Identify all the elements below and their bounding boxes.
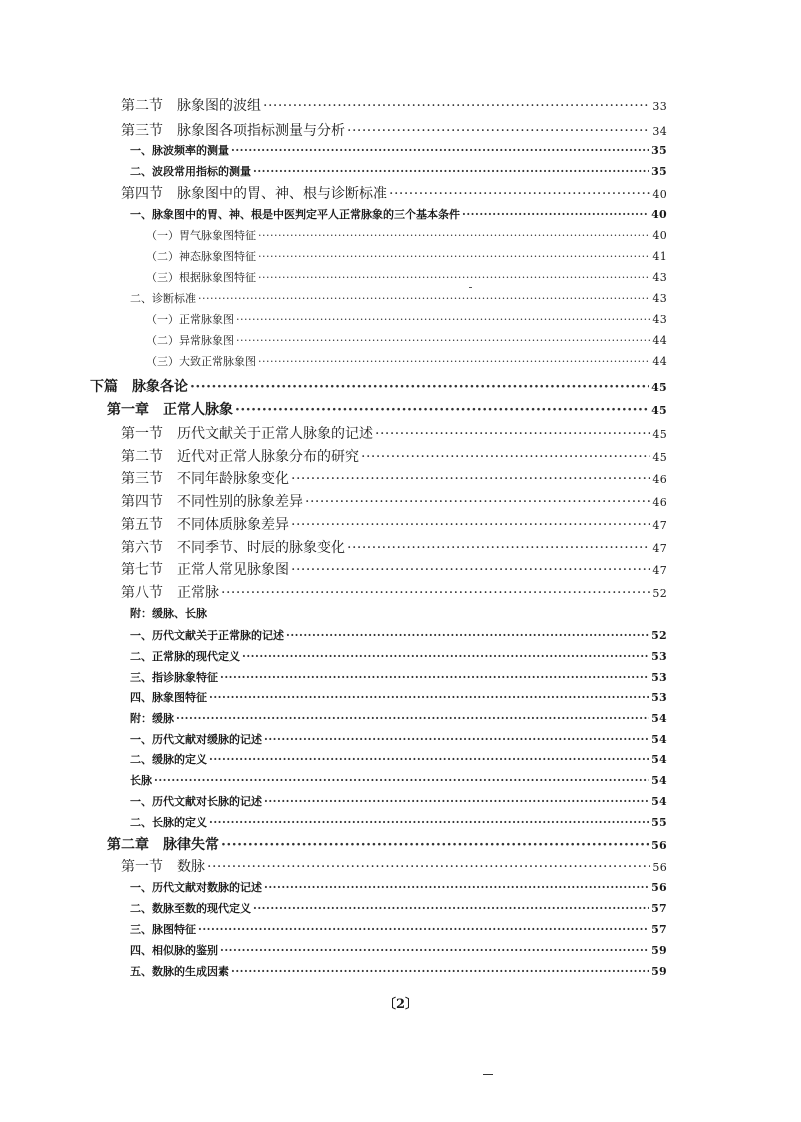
- dot-leader: [209, 691, 649, 704]
- toc-entry-label: 第三节 不同年龄脉象变化: [121, 471, 289, 487]
- toc-entry: [130, 793, 667, 809]
- toc-entry-label: （三）根据脉象图特征: [146, 271, 256, 284]
- toc-entry-page: 43: [652, 313, 667, 326]
- toc-entry-label: 第一节 数脉: [121, 859, 205, 875]
- toc-entry-page: 46: [652, 496, 667, 509]
- toc-entry: [130, 710, 667, 726]
- dot-leader: [291, 517, 650, 533]
- dot-leader: [253, 165, 649, 178]
- dot-leader: [236, 313, 650, 326]
- toc-entry-page: 54: [651, 712, 667, 725]
- toc-entry: [130, 142, 667, 158]
- toc-entry-page: 54: [651, 753, 667, 766]
- dot-leader: [361, 449, 650, 465]
- toc-entry-page: 46: [652, 473, 667, 486]
- dot-leader: [258, 229, 650, 242]
- toc-entry-page: 52: [652, 587, 667, 600]
- toc-entry: [130, 648, 667, 664]
- toc-entry-label: 一、历代文献对缓脉的记述: [130, 733, 262, 746]
- toc-entry-label: 长脉: [130, 774, 152, 787]
- toc-entry-label: 一、历代文献关于正常脉的记述: [130, 629, 284, 642]
- dot-leader: [291, 562, 650, 578]
- dot-leader: [231, 144, 649, 157]
- toc-entry: [130, 814, 667, 830]
- toc-entry-label: 第三节 脉象图各项指标测量与分析: [121, 123, 345, 139]
- toc-entry: [130, 627, 667, 643]
- dot-leader: [264, 795, 649, 808]
- dot-leader: [263, 98, 650, 114]
- toc-entry: [121, 120, 667, 140]
- dot-leader: [258, 355, 650, 368]
- dot-leader: [220, 944, 649, 957]
- toc-note: [130, 605, 207, 621]
- toc-entry-page: 57: [651, 902, 667, 915]
- toc-entry-page: 55: [651, 816, 667, 829]
- toc-entry: [121, 514, 667, 534]
- toc-entry-page: 41: [652, 250, 667, 263]
- toc-entry-page: 40: [651, 208, 667, 221]
- toc-entry-page: 59: [651, 944, 667, 957]
- toc-entry-label: 第六节 不同季节、时辰的脉象变化: [121, 540, 345, 556]
- dot-leader: [220, 671, 649, 684]
- dot-leader: [198, 923, 649, 936]
- toc-entry-page: 52: [651, 629, 667, 642]
- toc-entry-label: 四、相似脉的鉴别: [130, 944, 218, 957]
- toc-entry-label: 一、历代文献对数脉的记述: [130, 881, 262, 894]
- toc-entry-label: 一、脉象图中的胃、神、根是中医判定平人正常脉象的三个基本条件: [130, 208, 460, 221]
- dot-leader: [264, 733, 649, 746]
- toc-entry-label: （二）神态脉象图特征: [146, 250, 256, 263]
- toc-entry-page: 35: [651, 144, 667, 157]
- toc-entry: [130, 669, 667, 685]
- toc-entry: [130, 751, 667, 767]
- toc-entry-label: 二、波段常用指标的测量: [130, 165, 251, 178]
- toc-entry-page: 57: [651, 923, 667, 936]
- dot-leader: [258, 250, 650, 263]
- toc-entry: [130, 963, 667, 979]
- toc-entry-label: 二、长脉的定义: [130, 816, 207, 829]
- dot-leader: [347, 540, 650, 556]
- toc-entry-page: 59: [651, 965, 667, 978]
- toc-entry: [121, 446, 667, 466]
- toc-entry: [121, 856, 667, 876]
- toc-entry: [130, 731, 667, 747]
- toc-entry-label: 第四节 脉象图中的胃、神、根与诊断标准: [121, 186, 387, 202]
- toc-entry-page: 40: [652, 229, 667, 242]
- toc-entry-label: 第七节 正常人常见脉象图: [121, 562, 289, 578]
- toc-entry: [121, 423, 667, 443]
- dot-leader: [176, 712, 649, 725]
- toc-entry: [121, 183, 667, 203]
- toc-entry: [146, 269, 667, 285]
- toc-entry-page: 45: [652, 428, 667, 441]
- page-number: 〔2〕: [382, 997, 419, 1012]
- toc-entry-page: 45: [651, 404, 667, 417]
- dot-leader: [221, 837, 649, 853]
- toc-entry-page: 56: [651, 881, 667, 894]
- toc-entry-label: 第二章 脉律失常: [107, 837, 219, 853]
- toc-entry: [146, 248, 667, 264]
- toc-entry: [146, 332, 667, 348]
- toc-entry-label: 三、脉图特征: [130, 923, 196, 936]
- toc-entry-label: （一）胃气脉象图特征: [146, 229, 256, 242]
- toc-entry-page: 54: [651, 795, 667, 808]
- dot-leader: [347, 123, 650, 139]
- toc-entry-page: 45: [651, 381, 667, 394]
- toc-entry-page: 35: [651, 165, 667, 178]
- dot-leader: [389, 186, 650, 202]
- toc-entry: [130, 942, 667, 958]
- toc-entry-label: 附：缓脉: [130, 712, 174, 725]
- dot-leader: [221, 585, 650, 601]
- toc-entry-label: （一）正常脉象图: [146, 313, 234, 326]
- toc-entry-page: 54: [651, 733, 667, 746]
- toc-entry-page: 47: [652, 519, 667, 532]
- toc-entry: [146, 311, 667, 327]
- dot-leader: [462, 208, 649, 221]
- toc-entry-page: 53: [651, 650, 667, 663]
- toc-entry-label: 三、指诊脉象特征: [130, 671, 218, 684]
- dot-leader: [242, 650, 649, 663]
- toc-entry-label: 二、缓脉的定义: [130, 753, 207, 766]
- dot-leader: [231, 965, 649, 978]
- dot-leader: [264, 881, 649, 894]
- toc-entry-label: 第一节 历代文献关于正常人脉象的记述: [121, 426, 373, 442]
- toc-entry: [130, 206, 667, 222]
- dot-leader: [207, 859, 650, 875]
- toc-entry-page: 56: [652, 861, 667, 874]
- toc-entry: [130, 689, 667, 705]
- dot-leader: [190, 379, 649, 395]
- toc-entry-label: 五、数脉的生成因素: [130, 965, 229, 978]
- dot-leader: [375, 426, 650, 442]
- dot-leader: [209, 816, 649, 829]
- scan-mark: [483, 1074, 493, 1075]
- toc-entry-label: 第一章 正常人脉象: [107, 402, 233, 418]
- dot-leader: [209, 753, 649, 766]
- toc-entry-label: 四、脉象图特征: [130, 691, 207, 704]
- toc-entry: [130, 290, 667, 306]
- toc-entry-label: 第二节 近代对正常人脉象分布的研究: [121, 449, 359, 465]
- dot-leader: [253, 902, 649, 915]
- toc-chapter-entry: [107, 399, 667, 419]
- dot-leader: [305, 494, 650, 510]
- toc-entry: [121, 468, 667, 488]
- toc-entry-page: 53: [651, 691, 667, 704]
- toc-entry-page: 40: [652, 188, 667, 201]
- toc-entry-label: （二）异常脉象图: [146, 334, 234, 347]
- toc-entry-label: 二、正常脉的现代定义: [130, 650, 240, 663]
- dot-leader: [291, 471, 650, 487]
- toc-entry-label: 第五节 不同体质脉象差异: [121, 517, 289, 533]
- dot-leader: [235, 402, 649, 418]
- toc-entry: [130, 900, 667, 916]
- toc-entry: [121, 559, 667, 579]
- toc-entry: [121, 95, 667, 115]
- toc-entry: [130, 163, 667, 179]
- toc-entry: [130, 921, 667, 937]
- dot-leader: [286, 629, 649, 642]
- dot-leader: [198, 292, 650, 305]
- toc-entry-page: 54: [651, 774, 667, 787]
- toc-entry-label: 第四节 不同性别的脉象差异: [121, 494, 303, 510]
- toc-entry-page: 56: [651, 839, 667, 852]
- scan-speck: [469, 287, 472, 288]
- toc-entry-label: 下篇 脉象各论: [90, 379, 188, 395]
- toc-entry-page: 43: [652, 271, 667, 284]
- toc-entry: [121, 582, 667, 602]
- toc-entry-page: 44: [652, 355, 667, 368]
- dot-leader: [154, 774, 649, 787]
- toc-entry: [130, 772, 667, 788]
- toc-entry-label: 一、脉波频率的测量: [130, 144, 229, 157]
- toc-entry-label: 第八节 正常脉: [121, 585, 219, 601]
- toc-entry-label: 第二节 脉象图的波组: [121, 98, 261, 114]
- dot-leader: [236, 334, 650, 347]
- toc-entry-page: 33: [652, 100, 667, 113]
- toc-entry-page: 34: [652, 125, 667, 138]
- toc-entry-label: 二、数脉至数的现代定义: [130, 902, 251, 915]
- toc-entry-label: （三）大致正常脉象图: [146, 355, 256, 368]
- toc-entry-label: 二、诊断标准: [130, 292, 196, 305]
- dot-leader: [258, 271, 650, 284]
- toc-entry: [146, 353, 667, 369]
- toc-entry-page: 53: [651, 671, 667, 684]
- toc-entry-page: 44: [652, 334, 667, 347]
- toc-entry: [121, 537, 667, 557]
- toc-entry-label: 附：缓脉、长脉: [130, 607, 207, 620]
- toc-entry-page: 47: [652, 564, 667, 577]
- toc-entry-page: 43: [652, 292, 667, 305]
- toc-entry-page: 45: [652, 451, 667, 464]
- toc-entry: [146, 227, 667, 243]
- toc-entry-page: 47: [652, 542, 667, 555]
- toc-part-entry: [90, 376, 667, 396]
- toc-entry-label: 一、历代文献对长脉的记述: [130, 795, 262, 808]
- toc-entry: [121, 491, 667, 511]
- toc-chapter-entry: [107, 834, 667, 854]
- toc-entry: [130, 879, 667, 895]
